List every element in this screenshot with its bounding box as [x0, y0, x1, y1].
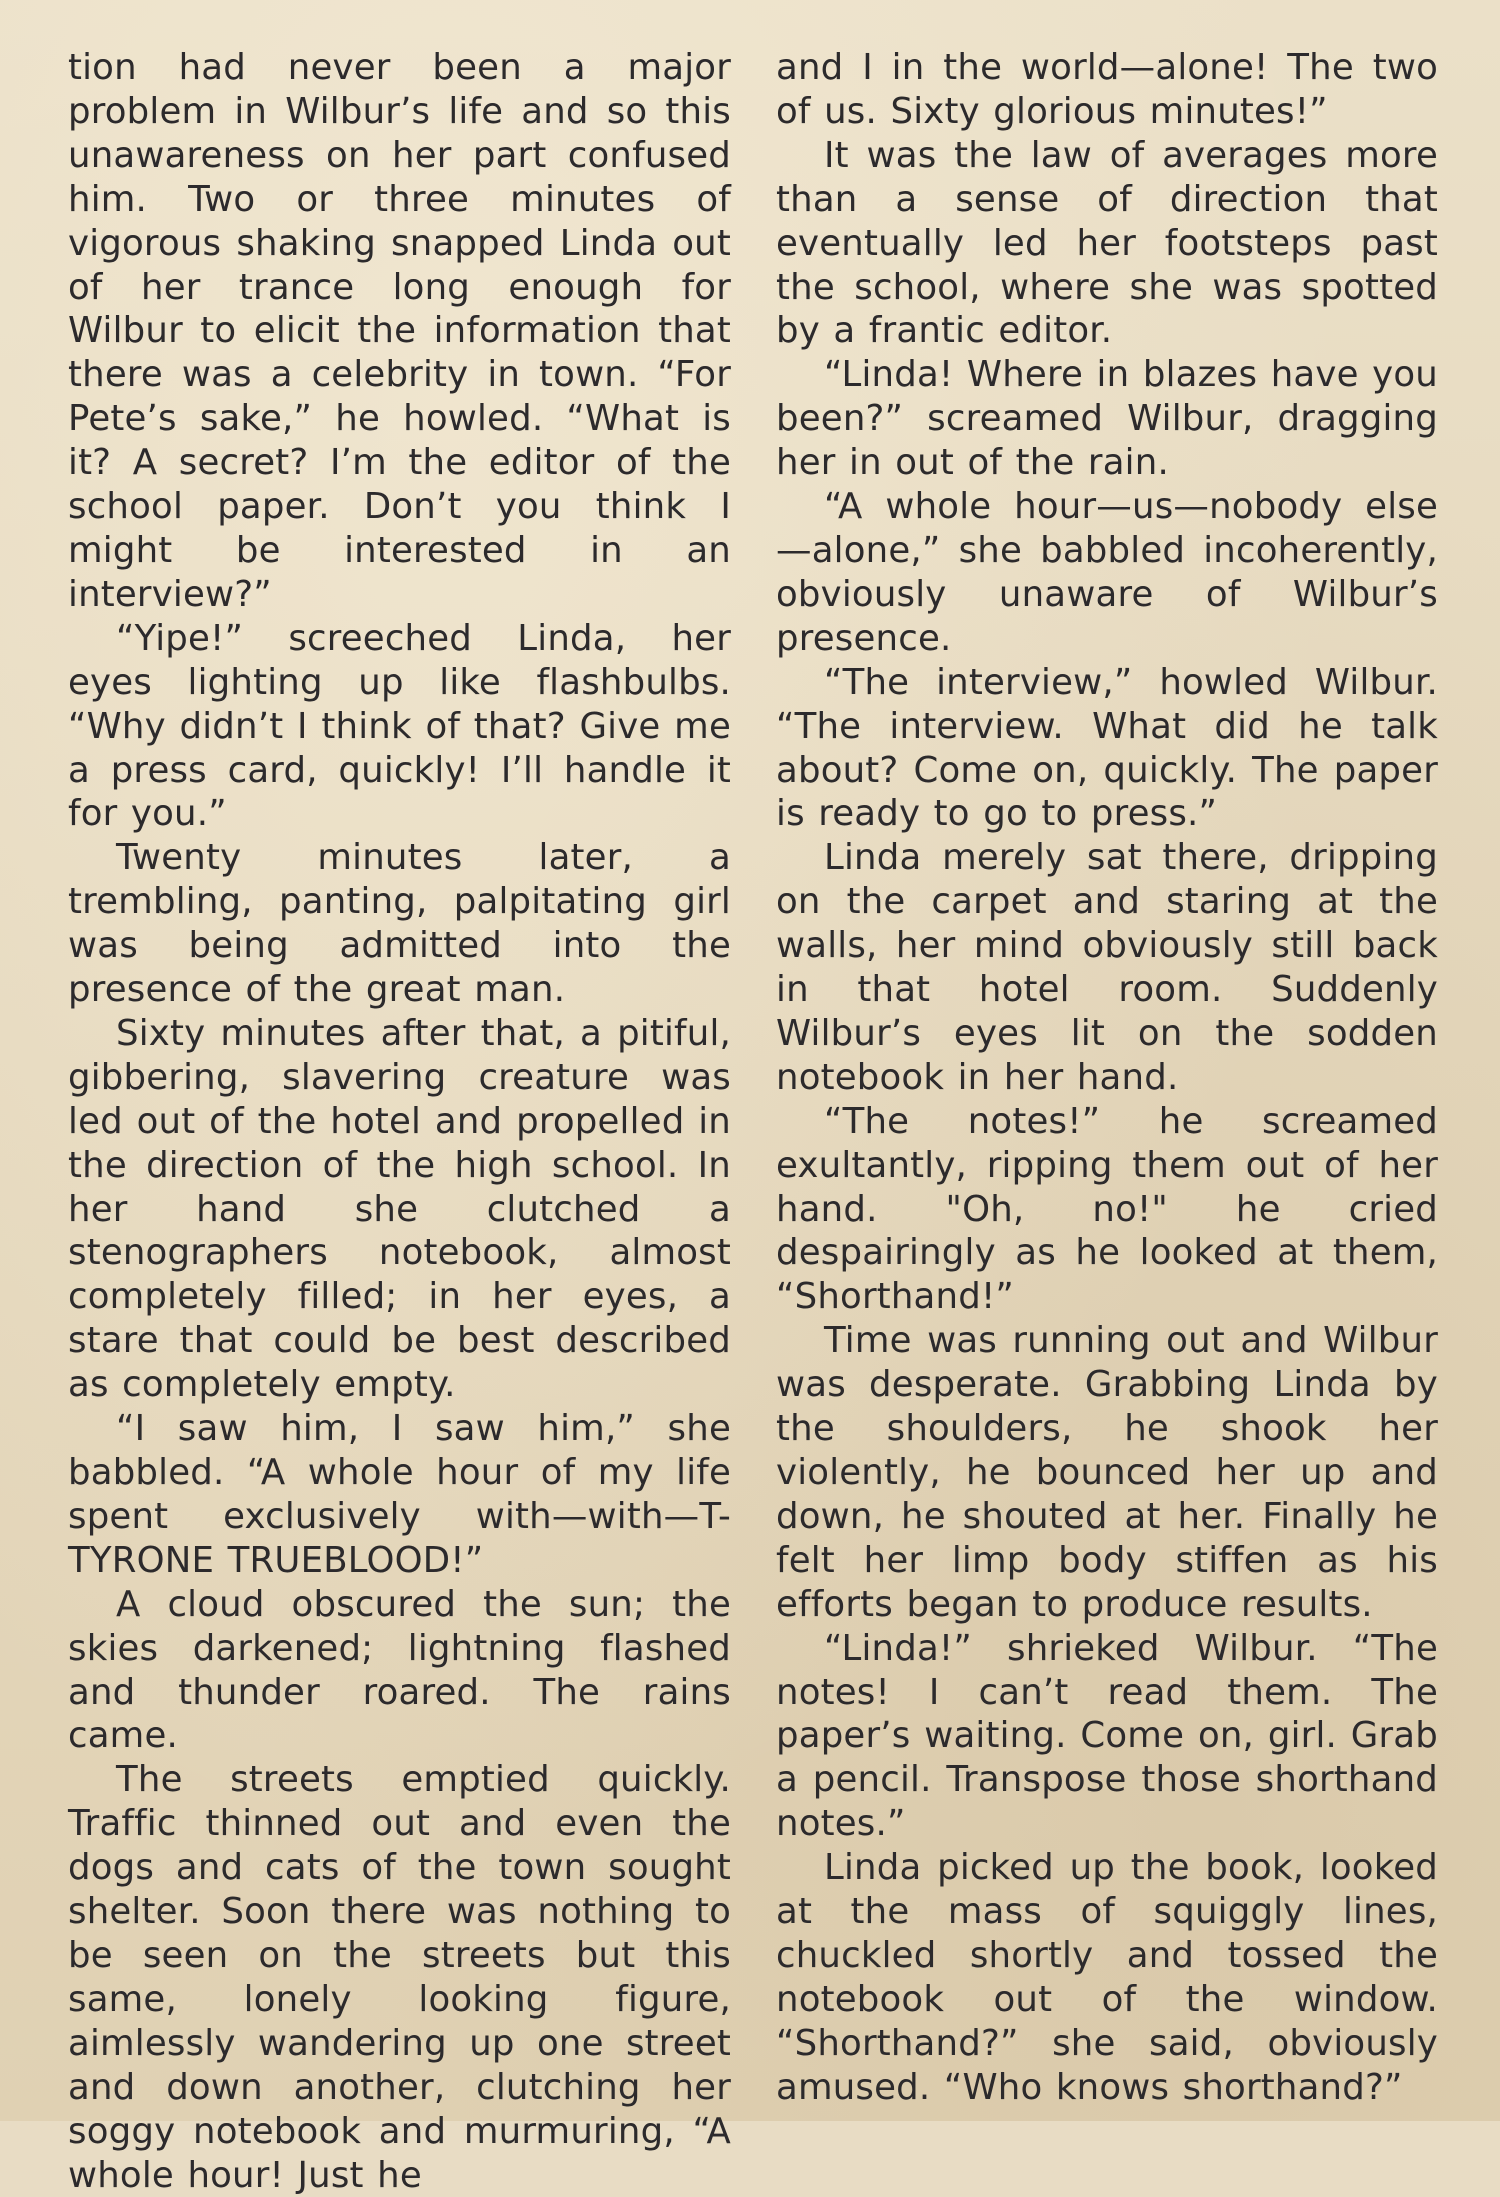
paragraph: Time was running out and Wilbur was desperate. Grabbing Linda by the shoulders, he shook her violently, he bounced her up and down, he shouted at her. Finally he felt her limp body stiffen as his efforts began to produce results. [776, 1320, 1438, 1625]
paragraph: It was the law of averages more than a sense of direction that eventually led her footsteps past the school, where she was spotted by a frantic editor. [776, 134, 1438, 352]
paragraph: “I saw him, I saw him,” she babbled. “A whole hour of my life spent exclusively with—with—T-TYRONE TRUEBLOOD!” [68, 1408, 731, 1581]
paragraph: “Linda!” shrieked Wilbur. “The notes! I can’t read them. The paper’s waiting. Come on, girl. Grab a pencil. Transpose those shorthand notes.” [776, 1627, 1438, 1845]
paragraph: Linda merely sat there, dripping on the carpet and staring at the walls, her mind obviously still back in that hotel room. Suddenly Wilbur’s eyes lit on the sodden notebook in her hand. [776, 837, 1438, 1098]
paragraph: Linda picked up the book, looked at the mass of squiggly lines, chuckled shortly and tossed the notebook out of the window. “Shorthand?” she said, obviously amused. “Who knows shorthand?” [776, 1847, 1438, 2108]
paragraph: “Linda! Where in blazes have you been?” screamed Wilbur, dragging her in out of the rain. [776, 354, 1438, 484]
paragraph: “The notes!” he screamed exultantly, ripping them out of her hand. "Oh, no!" he cried despairingly as he looked at them, “Shorthand!” [776, 1100, 1438, 1318]
paragraph: Twenty minutes later, a trembling, panting, palpitating girl was being admitted into the presence of the great man. [68, 837, 731, 1011]
paragraph: A cloud obscured the sun; the skies darkened; lightning flashed and thunder roared. The rains came. [68, 1583, 731, 1757]
paragraph: Sixty minutes after that, a pitiful, gibbering, slavering creature was led out of the hotel and propelled in the direction of the high school. In her hand she clutched a stenographers notebook, almost completely filled; in her eyes, a stare that could be best described as completely empty. [68, 1012, 731, 1406]
paragraph: and I in the world—alone! The two of us. Sixty glorious minutes!” [776, 47, 1438, 132]
paragraph: “Yipe!” screeched Linda, her eyes lighting up like flashbulbs. “Why didn’t I think of that? Give me a press card, quickly! I’ll handle it for you.” [68, 617, 731, 835]
paragraph: tion had never been a major problem in Wilbur’s life and so this unawareness on her part confused him. Two or three minutes of vigorous shaking snapped Linda out of her trance long enough for Wilbur to elicit the information that there was a celebrity in town. “For Pete’s sake,” he howled. “What is it? A secret? I’m the editor of the school paper. Don’t you think I might be interested in an interview?” [68, 47, 731, 615]
paragraph: “A whole hour—us—nobody else—alone,” she babbled incoherently, obviously unaware of Wilbur’s presence. [776, 486, 1438, 659]
paragraph: “The interview,” howled Wilbur. “The interview. What did he talk about? Come on, quickly. The paper is ready to go to press.” [776, 661, 1438, 835]
right-text-column [776, 46, 1438, 2110]
left-text-column [68, 46, 731, 2197]
paragraph: The streets emptied quickly. Traffic thinned out and even the dogs and cats of the town sought shelter. Soon there was nothing to be seen on the streets but this same, lonely looking figure, aimlessly wandering up one street and down another, clutching her soggy notebook and murmuring, “A whole hour! Just he [68, 1759, 731, 2196]
